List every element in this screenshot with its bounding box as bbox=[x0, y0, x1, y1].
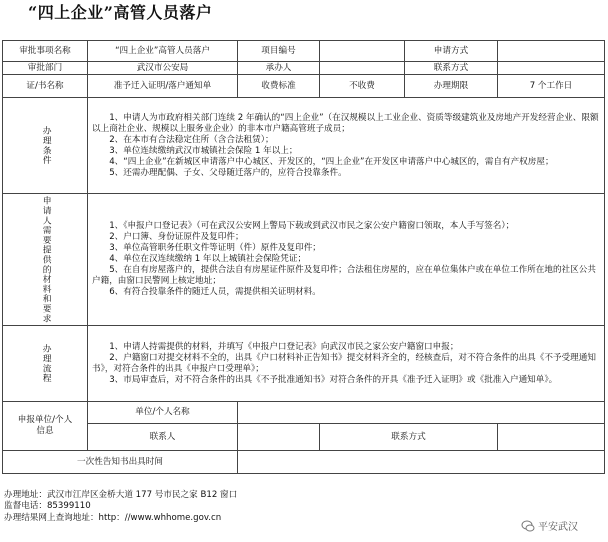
period-label: 办理期限 bbox=[405, 75, 498, 98]
approval-form-table bbox=[2, 40, 605, 474]
contact-value bbox=[498, 62, 605, 75]
process-item-1: 1、申请人持需提供的材料，并填写《申报户口登记表》向武汉市民之家公安户籍窗口申报； bbox=[109, 341, 459, 352]
process-row bbox=[3, 326, 605, 402]
notice-time-label: 一次性告知书出具时间 bbox=[3, 451, 238, 474]
applicant-name-value bbox=[238, 402, 605, 424]
applicant-row-2 bbox=[3, 424, 605, 451]
item-name-label: 审批事项名称 bbox=[3, 41, 88, 62]
applicant-contact-value bbox=[498, 424, 605, 451]
undertaker-label: 承办人 bbox=[238, 62, 320, 75]
materials-row bbox=[3, 194, 605, 326]
condition-item-1: 1、申请人为市政府相关部门连续 2 年确认的“四上企业”（在汉规模以上工业企业、资质等级建筑业及房地产开发经营企业、限额以上商社企业、规模以上服务业企业）的非本市户籍高管班子成员； bbox=[92, 112, 599, 134]
materials-label: 申请人需要提供的材料和要求 bbox=[40, 195, 51, 324]
process-content bbox=[88, 326, 605, 402]
notice-time-value bbox=[238, 451, 605, 474]
notice-time-row bbox=[3, 451, 605, 474]
process-label: 办理流程 bbox=[40, 343, 51, 384]
header-row-2 bbox=[3, 62, 605, 75]
dept-label: 审批部门 bbox=[3, 62, 88, 75]
footer-address: 办理地址：武汉市江岸区金桥大道 177 号市民之家 B12 窗口 bbox=[4, 490, 238, 500]
apply-method-value bbox=[498, 41, 605, 62]
header-row-1 bbox=[3, 41, 605, 62]
wechat-icon bbox=[521, 519, 535, 533]
undertaker-value bbox=[320, 62, 405, 75]
header-row-3 bbox=[3, 75, 605, 98]
applicant-row-1 bbox=[3, 402, 605, 424]
item-name-value: “四上企业”高管人员落户 bbox=[88, 41, 238, 62]
fee-value: 不收费 bbox=[320, 75, 405, 98]
applicant-label-cell bbox=[3, 402, 88, 451]
contact-person-value bbox=[238, 424, 320, 451]
conditions-content bbox=[88, 98, 605, 194]
conditions-label-cell bbox=[3, 98, 88, 194]
applicant-name-label: 单位/个人名称 bbox=[88, 402, 238, 424]
material-item-1: 1、《申报户口登记表》（可在武汉公安网上警局下载或到武汉市民之家公安户籍窗口领取，本人手写签名）； bbox=[109, 221, 515, 231]
dept-value: 武汉市公安局 bbox=[88, 62, 238, 75]
condition-item-4: 4、“四上企业”在新城区申请落户中心城区、开发区的，“四上企业”在开发区申请落户中心城区的，需自有产权房屋； bbox=[109, 156, 554, 167]
conditions-row bbox=[3, 98, 605, 194]
process-item-2: 2、户籍窗口对提交材料不全的，出具《户口材料补正告知书》提交材料齐全的，经核查后，对不符合条件的出具《不予受理通知书》，对符合条件的出具《申报户口受理单》； bbox=[92, 352, 596, 374]
period-value: 7 个工作日 bbox=[498, 75, 605, 98]
item-code-label: 项目编号 bbox=[238, 41, 320, 62]
applicant-label: 申报单位/个人信息 bbox=[17, 414, 73, 436]
cert-label: 证/书名称 bbox=[3, 75, 88, 98]
item-code-value bbox=[320, 41, 405, 62]
page-title: “四上企业”高管人员落户 bbox=[28, 3, 213, 22]
materials-content bbox=[88, 194, 605, 326]
material-item-2: 2、户口簿、身份证原件及复印件； bbox=[109, 232, 244, 242]
material-item-3: 3、单位高管职务任职文件等证明（件）原件及复印件； bbox=[109, 243, 321, 253]
condition-item-2: 2、在本市有合法稳定住所（含合法租赁）； bbox=[109, 134, 274, 145]
watermark bbox=[521, 518, 578, 533]
contact-label: 联系方式 bbox=[405, 62, 498, 75]
footer-phone: 监督电话：85399110 bbox=[4, 501, 91, 512]
condition-item-5: 5、还需办理配偶、子女、父母随迁落户的，应符合投靠条件。 bbox=[109, 167, 347, 178]
materials-label-cell bbox=[3, 194, 88, 326]
process-label-cell bbox=[3, 326, 88, 402]
cert-value: 准予迁入证明/落户通知单 bbox=[88, 75, 238, 98]
conditions-label: 办理条件 bbox=[40, 125, 51, 166]
material-item-6: 6、有符合投靠条件的随迁人员，需提供相关证明材料。 bbox=[109, 287, 321, 297]
material-item-4: 4、单位在汉连续缴纳 1 年以上城镇社会保险凭证； bbox=[109, 254, 307, 264]
footer-query: 办理结果网上查询地址：http：//www.whhome.gov.cn bbox=[4, 512, 222, 523]
process-item-3: 3、市局审查后，对不符合条件的出具《不予批准通知书》对符合条件的开具《准予迁入证明》或《批准入户通知单》。 bbox=[109, 374, 558, 385]
fee-label: 收费标准 bbox=[238, 75, 320, 98]
applicant-contact-label: 联系方式 bbox=[320, 424, 498, 451]
contact-person-label: 联系人 bbox=[88, 424, 238, 451]
footer bbox=[4, 490, 604, 524]
apply-method-label: 申请方式 bbox=[405, 41, 498, 62]
condition-item-3: 3、单位连续缴纳武汉市城镇社会保险 1 年以上； bbox=[109, 145, 298, 156]
material-item-5: 5、在自有房屋落户的，提供合法自有房屋证件原件及复印件；合法租住房屋的，应在单位集体户或在单位工作所在地的社区公共户籍，由窗口民警网上核定地址； bbox=[92, 265, 596, 286]
watermark-text: 平安武汉 bbox=[538, 522, 578, 533]
